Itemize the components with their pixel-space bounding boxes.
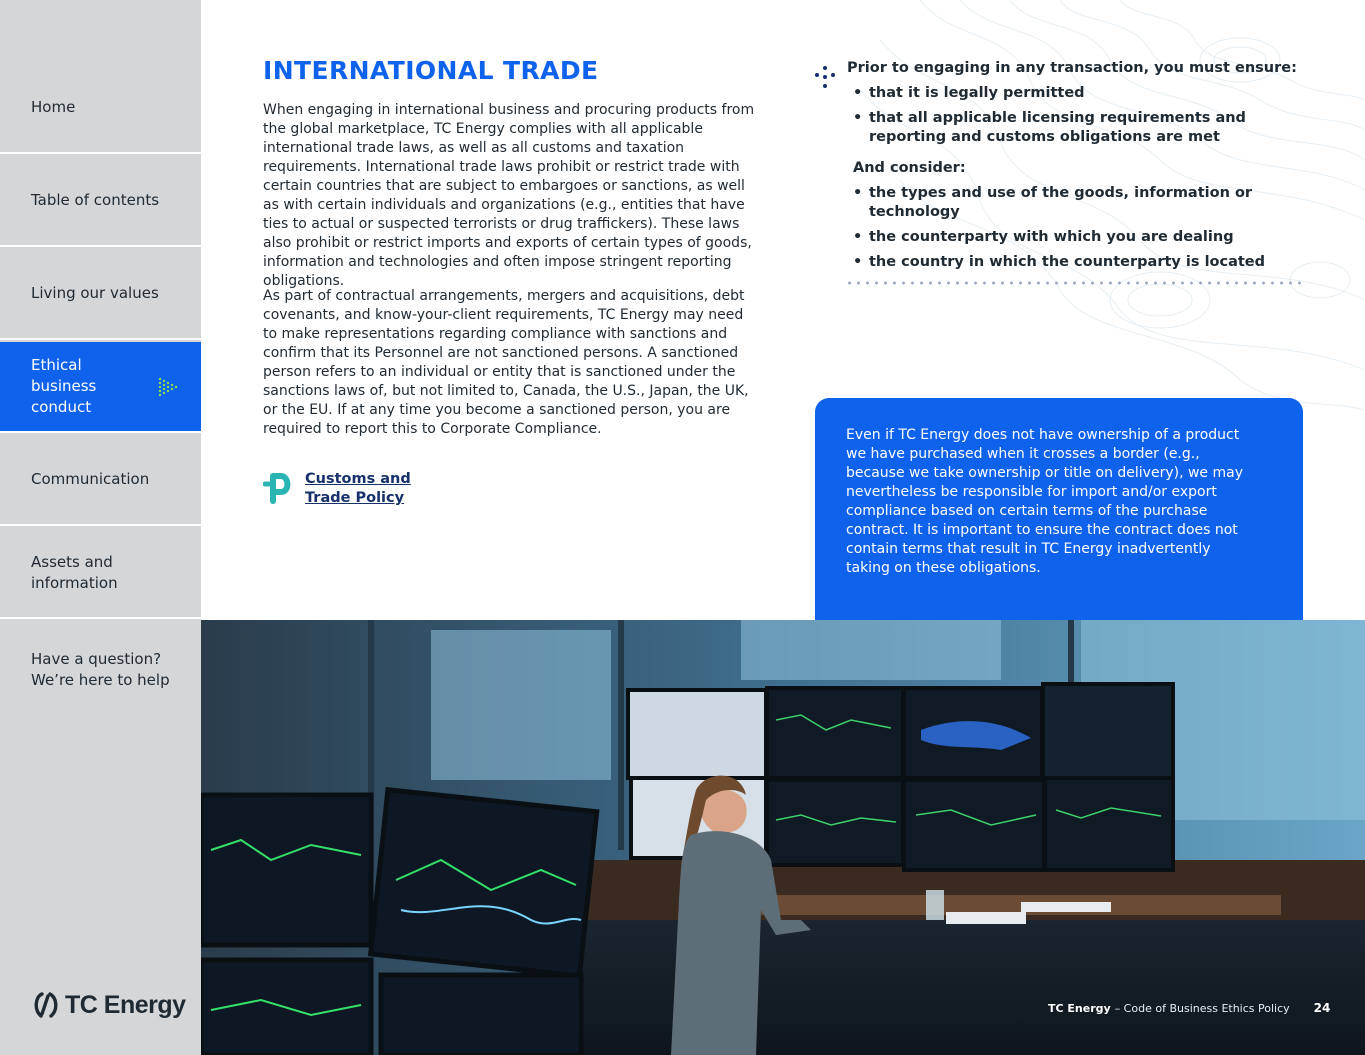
callout-box	[815, 398, 1303, 638]
consider-list	[847, 184, 1317, 272]
tc-energy-mark-icon	[31, 990, 61, 1020]
dotted-divider	[845, 280, 1305, 286]
nav-item-label: Communication	[31, 470, 150, 488]
control-room-illustration	[201, 620, 1365, 1055]
ensure-checklist	[847, 59, 1317, 278]
dots-cluster-icon	[813, 65, 837, 89]
list-item: • that all applicable licensing requirements and reporting and customs obligations are met	[853, 109, 1299, 147]
control-room-photo	[201, 620, 1365, 1055]
list-item: • the types and use of the goods, information or technology	[853, 184, 1317, 222]
nav-item-home[interactable]	[0, 63, 201, 154]
nav-item-label: Ethical business conduct	[31, 356, 97, 416]
page-number: 24	[1313, 1001, 1331, 1015]
policy-link-line2: Trade Policy	[305, 490, 405, 506]
dotted-arrow-icon	[157, 376, 179, 398]
page-footer	[1048, 1001, 1330, 1015]
list-item: • the counterparty with which you are dealing	[853, 228, 1317, 247]
consider-label: And consider:	[853, 160, 966, 176]
intro-paragraph: When engaging in international business and procuring products from the global marketplace, TC Energy complies with all applicable international trade laws, as well as all customs and taxation requirements. International trade laws prohibit or restrict trade with certain countries that are subject to embargoes or sanctions, as well as with certain individuals and organizations (e.g., entities that have ties to actual or suspected terrorists or drug traffickers). These laws also prohibit or restrict imports and exports of certain types of goods, information and technologies and often impose stringent reporting obligations.	[263, 102, 755, 289]
tc-energy-logo	[31, 990, 186, 1020]
brand-name: TC Energy	[65, 990, 186, 1019]
footer-doc-title: – Code of Business Ethics Policy	[1114, 1001, 1290, 1015]
page-title: INTERNATIONAL TRADE	[263, 56, 599, 85]
ensure-lead: Prior to engaging in any transaction, you must ensure:	[847, 60, 1297, 76]
nav-item-living-our-values[interactable]	[0, 249, 201, 340]
nav-item-table-of-contents[interactable]	[0, 156, 201, 247]
nav-item-label: Have a question? We’re here to help	[31, 650, 170, 689]
nav-item-have-a-question[interactable]	[0, 621, 201, 712]
policy-link-line1: Customs and	[305, 471, 411, 487]
nav-item-communication[interactable]	[0, 435, 201, 526]
nav-item-label: Assets and information	[31, 552, 118, 592]
list-item: • that it is legally permitted	[853, 84, 1317, 103]
callout-text: Even if TC Energy does not have ownership of a product we have purchased when it crosses a border (e.g., because we take ownership or title on delivery), we may nevertheless be responsible for import and/or export compliance based on certain terms of the purchase contract. It is important to ensure the contract does not contain terms that result in TC Energy inadvertently taking on these obligations.	[846, 427, 1243, 576]
customs-trade-policy-link[interactable]	[263, 470, 415, 508]
nav-item-ethical-business-conduct[interactable]	[0, 342, 201, 433]
footer-brand: TC Energy	[1048, 1001, 1111, 1015]
list-item: • the country in which the counterparty is located	[853, 253, 1317, 272]
sidebar-nav	[0, 0, 201, 1055]
ensure-list	[847, 84, 1317, 147]
nav-item-label: Living our values	[31, 284, 159, 302]
policy-link-text[interactable]	[305, 470, 415, 508]
sanctions-paragraph: As part of contractual arrangements, mergers and acquisitions, debt covenants, and know-your-client requirements, TC Energy may need to make representations regarding compliance with sanctions and confirm that its Personnel are not sanctioned persons. A sanctioned person refers to an individual or entity that is sanctioned under the sanctions laws of, but not limited to, Canada, the U.S., Japan, the UK, or the EU. If at any time you become a sanctioned person, you are required to report this to Corporate Compliance.	[263, 288, 749, 437]
nav-item-label: Table of contents	[31, 191, 160, 209]
policy-icon	[263, 470, 293, 504]
nav-item-label: Home	[31, 98, 76, 116]
nav-item-assets-and-information[interactable]	[0, 528, 201, 619]
